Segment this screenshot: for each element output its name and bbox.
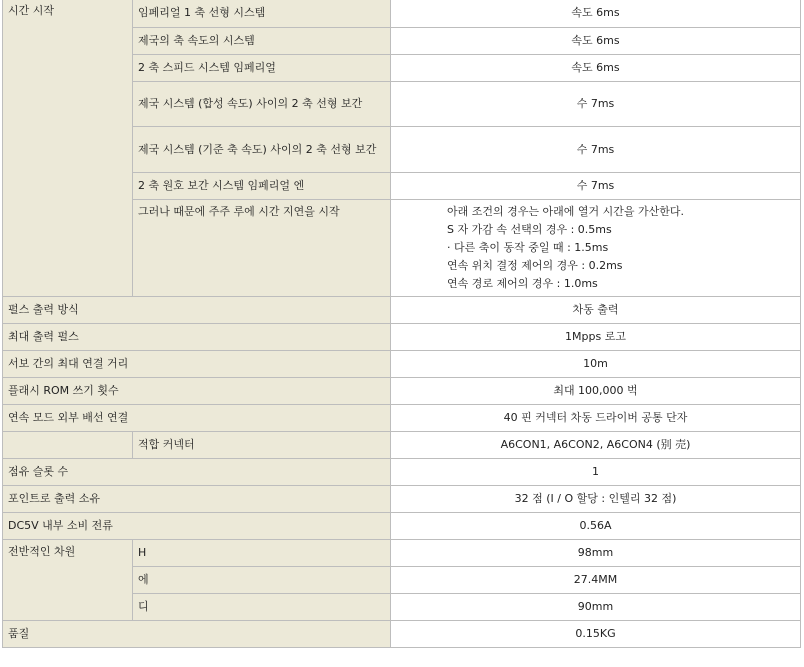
delay-line: · 다른 축이 동작 중일 때 : 1.5ms bbox=[447, 241, 609, 254]
time-start-value: 속도 6ms bbox=[391, 0, 801, 28]
time-start-value: 속도 6ms bbox=[391, 28, 801, 55]
slots-value: 1 bbox=[391, 459, 801, 486]
table-row bbox=[3, 432, 801, 459]
time-start-delay-label: 그러나 때문에 주주 루에 시간 지연을 시작 bbox=[133, 200, 391, 297]
table-row bbox=[3, 459, 801, 486]
time-start-sub-label: 임페리얼 1 축 선형 시스템 bbox=[133, 0, 391, 28]
weight-label: 품질 bbox=[3, 621, 391, 648]
delay-line: 아래 조건의 경우는 아래에 열거 시간을 가산한다. bbox=[447, 205, 684, 218]
connector-label: 적합 커넥터 bbox=[133, 432, 391, 459]
wiring-label: 연속 모드 외부 배선 연결 bbox=[3, 405, 391, 432]
dimensions-label: 전반적인 차원 bbox=[3, 540, 133, 621]
io-points-label: 포인트로 출력 소유 bbox=[3, 486, 391, 513]
spec-table bbox=[2, 0, 801, 648]
wiring-spacer bbox=[3, 432, 133, 459]
max-distance-value: 10m bbox=[391, 351, 801, 378]
delay-line: S 자 가감 속 선택의 경우 : 0.5ms bbox=[447, 223, 612, 236]
table-row bbox=[3, 540, 801, 567]
pulse-output-label: 펄스 출력 방식 bbox=[3, 297, 391, 324]
time-start-sub-label: 제국 시스템 (기준 축 속도) 사이의 2 축 선형 보간 bbox=[133, 127, 391, 173]
dimension-value: 98mm bbox=[391, 540, 801, 567]
dimension-value: 90mm bbox=[391, 594, 801, 621]
flash-rom-label: 플래시 ROM 쓰기 횟수 bbox=[3, 378, 391, 405]
table-row bbox=[3, 621, 801, 648]
dimension-sub-label: 디 bbox=[133, 594, 391, 621]
table-row bbox=[3, 513, 801, 540]
connector-value: A6CON1, A6CON2, A6CON4 (别 売) bbox=[391, 432, 801, 459]
dimension-sub-label: 에 bbox=[133, 567, 391, 594]
time-start-sub-label: 2 축 원호 보간 시스템 임페리얼 엔 bbox=[133, 173, 391, 200]
time-start-sub-label: 2 축 스피드 시스템 임페리얼 bbox=[133, 55, 391, 82]
dc5v-value: 0.56A bbox=[391, 513, 801, 540]
flash-rom-value: 최대 100,000 벅 bbox=[391, 378, 801, 405]
time-start-value: 수 7ms bbox=[391, 127, 801, 173]
table-row bbox=[3, 378, 801, 405]
time-start-label: 시간 시작 bbox=[3, 0, 133, 297]
wiring-value: 40 핀 커넥터 차동 드라이버 공통 단자 bbox=[391, 405, 801, 432]
table-row bbox=[3, 486, 801, 513]
max-pulse-value: 1Mpps 로고 bbox=[391, 324, 801, 351]
dc5v-label: DC5V 내부 소비 전류 bbox=[3, 513, 391, 540]
max-pulse-label: 최대 출력 펄스 bbox=[3, 324, 391, 351]
time-start-sub-label: 제국의 축 속도의 시스템 bbox=[133, 28, 391, 55]
time-start-value: 수 7ms bbox=[391, 82, 801, 127]
delay-line: 연속 경로 제어의 경우 : 1.0ms bbox=[447, 277, 598, 290]
time-start-delay-value bbox=[391, 200, 801, 297]
max-distance-label: 서보 간의 최대 연결 거리 bbox=[3, 351, 391, 378]
delay-line: 연속 위치 결정 제어의 경우 : 0.2ms bbox=[447, 259, 623, 272]
dimension-value: 27.4MM bbox=[391, 567, 801, 594]
dimension-sub-label: H bbox=[133, 540, 391, 567]
table-row bbox=[3, 324, 801, 351]
time-start-value: 속도 6ms bbox=[391, 55, 801, 82]
table-row bbox=[3, 297, 801, 324]
slots-label: 점유 슬롯 수 bbox=[3, 459, 391, 486]
table-row bbox=[3, 0, 801, 28]
time-start-sub-label: 제국 시스템 (합성 속도) 사이의 2 축 선형 보간 bbox=[133, 82, 391, 127]
weight-value: 0.15KG bbox=[391, 621, 801, 648]
table-row bbox=[3, 351, 801, 378]
pulse-output-value: 차동 출력 bbox=[391, 297, 801, 324]
io-points-value: 32 점 (I / O 할당 : 인텔리 32 점) bbox=[391, 486, 801, 513]
table-row bbox=[3, 405, 801, 432]
time-start-value: 수 7ms bbox=[391, 173, 801, 200]
